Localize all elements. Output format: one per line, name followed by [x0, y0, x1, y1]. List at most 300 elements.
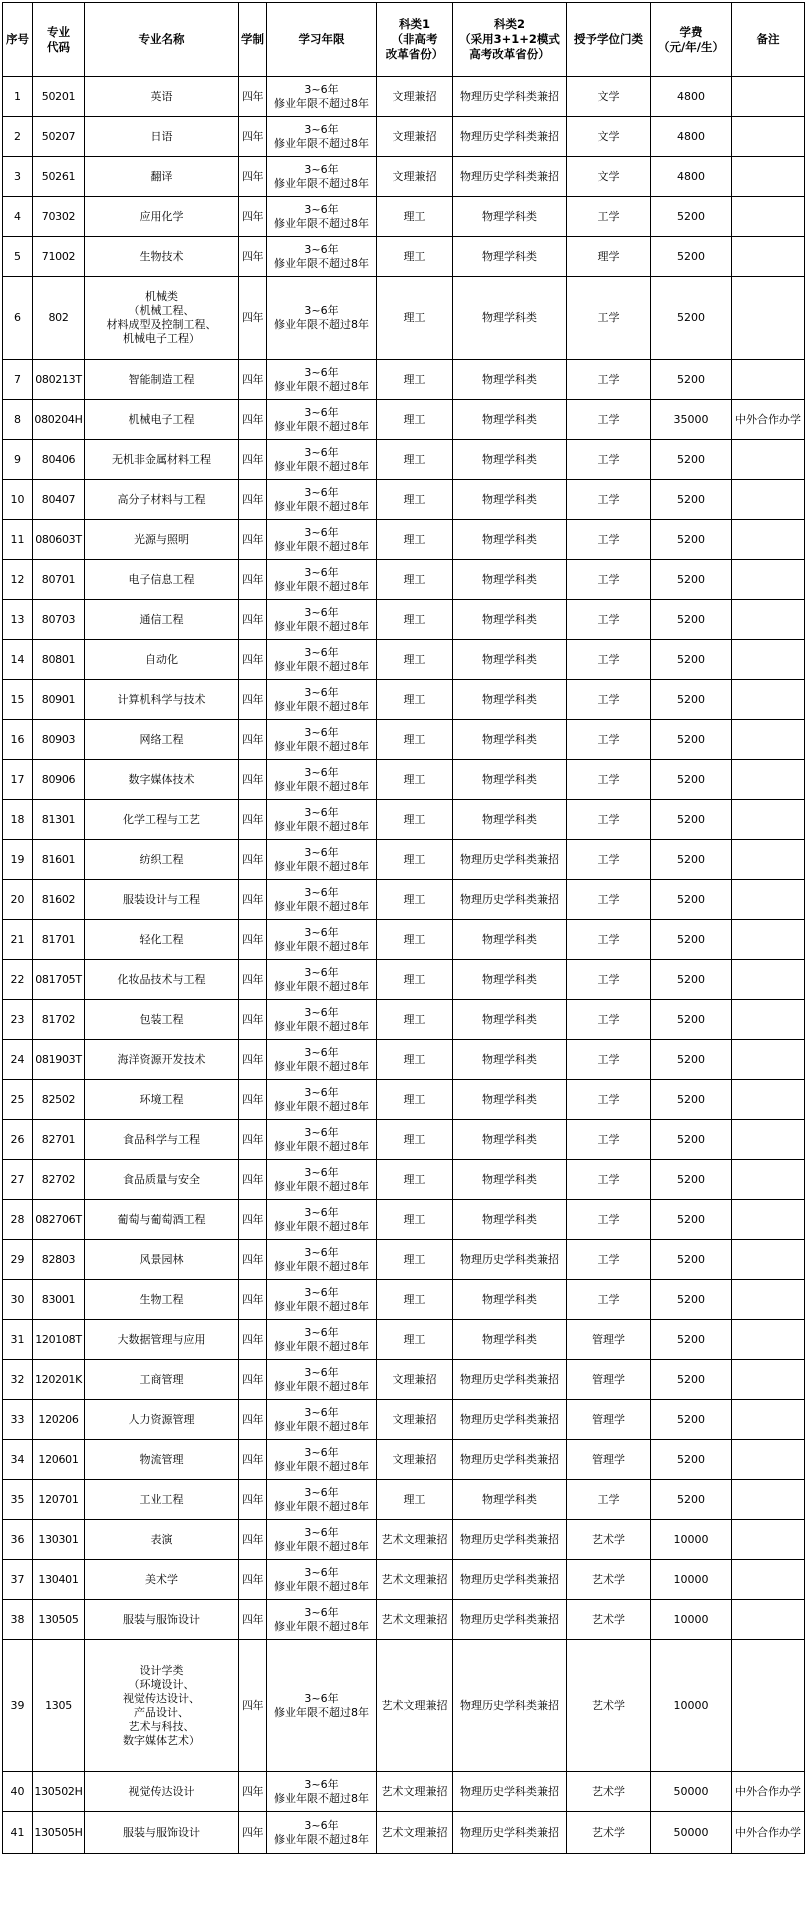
cell-duration: 3~6年 修业年限不超过8年 — [267, 117, 377, 157]
cell-system: 四年 — [239, 1360, 267, 1400]
cell-cat2: 物理学科类 — [453, 560, 567, 600]
cell-system: 四年 — [239, 1160, 267, 1200]
cell-name: 生物技术 — [85, 237, 239, 277]
cell-system: 四年 — [239, 1240, 267, 1280]
cell-duration: 3~6年 修业年限不超过8年 — [267, 157, 377, 197]
cell-degree: 工学 — [567, 1120, 651, 1160]
cell-fee: 5200 — [651, 360, 732, 400]
cell-fee: 10000 — [651, 1600, 732, 1640]
cell-seq: 25 — [3, 1080, 33, 1120]
cell-fee: 5200 — [651, 1280, 732, 1320]
cell-name: 自动化 — [85, 640, 239, 680]
cell-seq: 34 — [3, 1440, 33, 1480]
cell-name: 机械电子工程 — [85, 400, 239, 440]
cell-cat1: 理工 — [377, 1080, 453, 1120]
cell-duration: 3~6年 修业年限不超过8年 — [267, 1400, 377, 1440]
cell-degree: 工学 — [567, 1480, 651, 1520]
cell-degree: 艺术学 — [567, 1640, 651, 1772]
table-row — [3, 880, 805, 920]
cell-cat1: 理工 — [377, 1000, 453, 1040]
cell-degree: 工学 — [567, 880, 651, 920]
cell-seq: 22 — [3, 960, 33, 1000]
cell-note — [732, 360, 805, 400]
cell-note — [732, 1320, 805, 1360]
cell-cat2: 物理学科类 — [453, 640, 567, 680]
cell-note — [732, 1240, 805, 1280]
table-row — [3, 680, 805, 720]
cell-code: 120601 — [33, 1440, 85, 1480]
table-row — [3, 480, 805, 520]
cell-note — [732, 1520, 805, 1560]
cell-code: 82701 — [33, 1120, 85, 1160]
cell-fee: 5200 — [651, 600, 732, 640]
cell-fee: 5200 — [651, 237, 732, 277]
cell-cat2: 物理历史学科类兼招 — [453, 1360, 567, 1400]
cell-cat2: 物理历史学科类兼招 — [453, 77, 567, 117]
cell-system: 四年 — [239, 480, 267, 520]
cell-fee: 5200 — [651, 1480, 732, 1520]
cell-system: 四年 — [239, 840, 267, 880]
cell-system: 四年 — [239, 960, 267, 1000]
table-row — [3, 1520, 805, 1560]
table-row — [3, 440, 805, 480]
cell-degree: 工学 — [567, 680, 651, 720]
table-row — [3, 400, 805, 440]
table-row — [3, 640, 805, 680]
cell-cat2: 物理历史学科类兼招 — [453, 1560, 567, 1600]
cell-cat1: 理工 — [377, 1480, 453, 1520]
cell-fee: 5200 — [651, 760, 732, 800]
cell-fee: 5200 — [651, 640, 732, 680]
cell-code: 70302 — [33, 197, 85, 237]
cell-seq: 17 — [3, 760, 33, 800]
cell-code: 82702 — [33, 1160, 85, 1200]
cell-degree: 工学 — [567, 1280, 651, 1320]
cell-cat2: 物理学科类 — [453, 600, 567, 640]
cell-degree: 艺术学 — [567, 1772, 651, 1812]
cell-name: 日语 — [85, 117, 239, 157]
cell-name: 工业工程 — [85, 1480, 239, 1520]
cell-duration: 3~6年 修业年限不超过8年 — [267, 1200, 377, 1240]
cell-cat2: 物理学科类 — [453, 197, 567, 237]
cell-seq: 15 — [3, 680, 33, 720]
cell-note — [732, 760, 805, 800]
cell-degree: 工学 — [567, 920, 651, 960]
cell-system: 四年 — [239, 157, 267, 197]
cell-system: 四年 — [239, 77, 267, 117]
cell-seq: 1 — [3, 77, 33, 117]
cell-note — [732, 440, 805, 480]
cell-note — [732, 920, 805, 960]
cell-seq: 39 — [3, 1640, 33, 1772]
header-code: 专业 代码 — [33, 3, 85, 77]
cell-note — [732, 1040, 805, 1080]
cell-degree: 艺术学 — [567, 1520, 651, 1560]
cell-fee: 5200 — [651, 560, 732, 600]
cell-fee: 5200 — [651, 1240, 732, 1280]
cell-cat1: 理工 — [377, 400, 453, 440]
cell-fee: 5200 — [651, 197, 732, 237]
cell-system: 四年 — [239, 600, 267, 640]
cell-degree: 文学 — [567, 77, 651, 117]
cell-duration: 3~6年 修业年限不超过8年 — [267, 360, 377, 400]
cell-name: 轻化工程 — [85, 920, 239, 960]
cell-duration: 3~6年 修业年限不超过8年 — [267, 680, 377, 720]
cell-cat2: 物理学科类 — [453, 400, 567, 440]
cell-degree: 管理学 — [567, 1400, 651, 1440]
cell-duration: 3~6年 修业年限不超过8年 — [267, 1480, 377, 1520]
table-row — [3, 197, 805, 237]
cell-name: 服装设计与工程 — [85, 880, 239, 920]
cell-degree: 工学 — [567, 1040, 651, 1080]
table-row — [3, 960, 805, 1000]
table-row — [3, 1440, 805, 1480]
cell-degree: 理学 — [567, 237, 651, 277]
cell-note — [732, 1120, 805, 1160]
cell-code: 130301 — [33, 1520, 85, 1560]
cell-seq: 18 — [3, 800, 33, 840]
cell-system: 四年 — [239, 720, 267, 760]
table-row — [3, 237, 805, 277]
cell-name: 电子信息工程 — [85, 560, 239, 600]
cell-seq: 5 — [3, 237, 33, 277]
cell-name: 工商管理 — [85, 1360, 239, 1400]
cell-cat2: 物理学科类 — [453, 1320, 567, 1360]
cell-name: 网络工程 — [85, 720, 239, 760]
cell-seq: 3 — [3, 157, 33, 197]
table-row — [3, 720, 805, 760]
cell-note: 中外合作办学 — [732, 400, 805, 440]
cell-cat1: 理工 — [377, 1320, 453, 1360]
cell-cat1: 理工 — [377, 520, 453, 560]
cell-name: 海洋资源开发技术 — [85, 1040, 239, 1080]
cell-fee: 10000 — [651, 1520, 732, 1560]
header-cat2: 科类2 （采用3+1+2模式 高考改革省份） — [453, 3, 567, 77]
cell-note: 中外合作办学 — [732, 1772, 805, 1812]
cell-duration: 3~6年 修业年限不超过8年 — [267, 1440, 377, 1480]
cell-code: 81702 — [33, 1000, 85, 1040]
cell-duration: 3~6年 修业年限不超过8年 — [267, 1240, 377, 1280]
cell-seq: 23 — [3, 1000, 33, 1040]
cell-duration: 3~6年 修业年限不超过8年 — [267, 1520, 377, 1560]
cell-seq: 33 — [3, 1400, 33, 1440]
cell-code: 080213T — [33, 360, 85, 400]
cell-degree: 工学 — [567, 560, 651, 600]
cell-note — [732, 1560, 805, 1600]
cell-seq: 28 — [3, 1200, 33, 1240]
cell-duration: 3~6年 修业年限不超过8年 — [267, 1040, 377, 1080]
cell-cat1: 理工 — [377, 1280, 453, 1320]
cell-cat1: 理工 — [377, 1240, 453, 1280]
cell-note — [732, 1360, 805, 1400]
cell-fee: 5200 — [651, 680, 732, 720]
cell-degree: 工学 — [567, 960, 651, 1000]
cell-seq: 20 — [3, 880, 33, 920]
cell-fee: 10000 — [651, 1640, 732, 1772]
cell-cat2: 物理学科类 — [453, 1120, 567, 1160]
cell-system: 四年 — [239, 920, 267, 960]
cell-seq: 30 — [3, 1280, 33, 1320]
cell-seq: 4 — [3, 197, 33, 237]
cell-system: 四年 — [239, 360, 267, 400]
cell-name: 数字媒体技术 — [85, 760, 239, 800]
cell-duration: 3~6年 修业年限不超过8年 — [267, 760, 377, 800]
cell-cat1: 理工 — [377, 1040, 453, 1080]
cell-fee: 5200 — [651, 720, 732, 760]
cell-cat1: 理工 — [377, 720, 453, 760]
cell-code: 081903T — [33, 1040, 85, 1080]
cell-system: 四年 — [239, 1440, 267, 1480]
cell-system: 四年 — [239, 117, 267, 157]
cell-name: 大数据管理与应用 — [85, 1320, 239, 1360]
cell-system: 四年 — [239, 1080, 267, 1120]
cell-degree: 工学 — [567, 720, 651, 760]
cell-system: 四年 — [239, 1400, 267, 1440]
cell-note — [732, 197, 805, 237]
cell-degree: 艺术学 — [567, 1600, 651, 1640]
header-degree: 授予学位门类 — [567, 3, 651, 77]
table-row — [3, 1812, 805, 1854]
cell-name: 葡萄与葡萄酒工程 — [85, 1200, 239, 1240]
cell-system: 四年 — [239, 197, 267, 237]
cell-note — [732, 640, 805, 680]
cell-fee: 4800 — [651, 77, 732, 117]
cell-degree: 工学 — [567, 600, 651, 640]
cell-seq: 6 — [3, 277, 33, 360]
cell-code: 82502 — [33, 1080, 85, 1120]
cell-name: 智能制造工程 — [85, 360, 239, 400]
cell-degree: 工学 — [567, 520, 651, 560]
cell-cat2: 物理学科类 — [453, 920, 567, 960]
cell-duration: 3~6年 修业年限不超过8年 — [267, 1560, 377, 1600]
cell-duration: 3~6年 修业年限不超过8年 — [267, 440, 377, 480]
cell-name: 翻译 — [85, 157, 239, 197]
cell-code: 1305 — [33, 1640, 85, 1772]
cell-code: 120108T — [33, 1320, 85, 1360]
cell-cat2: 物理历史学科类兼招 — [453, 1520, 567, 1560]
cell-name: 计算机科学与技术 — [85, 680, 239, 720]
cell-seq: 26 — [3, 1120, 33, 1160]
cell-code: 802 — [33, 277, 85, 360]
cell-code: 80901 — [33, 680, 85, 720]
cell-degree: 文学 — [567, 117, 651, 157]
cell-duration: 3~6年 修业年限不超过8年 — [267, 520, 377, 560]
cell-fee: 5200 — [651, 520, 732, 560]
cell-fee: 50000 — [651, 1772, 732, 1812]
cell-seq: 40 — [3, 1772, 33, 1812]
cell-degree: 工学 — [567, 760, 651, 800]
cell-cat2: 物理学科类 — [453, 277, 567, 360]
cell-note — [732, 117, 805, 157]
cell-system: 四年 — [239, 1200, 267, 1240]
cell-duration: 3~6年 修业年限不超过8年 — [267, 277, 377, 360]
cell-system: 四年 — [239, 1812, 267, 1854]
cell-name: 应用化学 — [85, 197, 239, 237]
cell-cat2: 物理历史学科类兼招 — [453, 117, 567, 157]
cell-cat1: 理工 — [377, 760, 453, 800]
header-cat1: 科类1 （非高考 改革省份） — [377, 3, 453, 77]
cell-degree: 工学 — [567, 440, 651, 480]
cell-seq: 16 — [3, 720, 33, 760]
cell-cat2: 物理历史学科类兼招 — [453, 157, 567, 197]
cell-duration: 3~6年 修业年限不超过8年 — [267, 880, 377, 920]
cell-seq: 10 — [3, 480, 33, 520]
cell-system: 四年 — [239, 277, 267, 360]
cell-cat1: 艺术文理兼招 — [377, 1640, 453, 1772]
table-row — [3, 1772, 805, 1812]
table-row — [3, 920, 805, 960]
cell-duration: 3~6年 修业年限不超过8年 — [267, 1600, 377, 1640]
cell-cat1: 文理兼招 — [377, 77, 453, 117]
cell-cat2: 物理历史学科类兼招 — [453, 1440, 567, 1480]
table-row — [3, 1400, 805, 1440]
cell-note — [732, 1200, 805, 1240]
cell-duration: 3~6年 修业年限不超过8年 — [267, 1360, 377, 1400]
cell-seq: 37 — [3, 1560, 33, 1600]
table-row — [3, 1360, 805, 1400]
cell-system: 四年 — [239, 1320, 267, 1360]
cell-note — [732, 77, 805, 117]
cell-system: 四年 — [239, 1640, 267, 1772]
cell-seq: 9 — [3, 440, 33, 480]
cell-name: 英语 — [85, 77, 239, 117]
cell-name: 服装与服饰设计 — [85, 1600, 239, 1640]
table-row — [3, 1120, 805, 1160]
cell-cat2: 物理学科类 — [453, 520, 567, 560]
cell-fee: 4800 — [651, 117, 732, 157]
cell-cat2: 物理学科类 — [453, 680, 567, 720]
table-row — [3, 1640, 805, 1772]
cell-cat2: 物理学科类 — [453, 1480, 567, 1520]
cell-cat2: 物理历史学科类兼招 — [453, 1240, 567, 1280]
cell-code: 50261 — [33, 157, 85, 197]
cell-fee: 10000 — [651, 1560, 732, 1600]
cell-note — [732, 1160, 805, 1200]
cell-degree: 工学 — [567, 1080, 651, 1120]
cell-degree: 工学 — [567, 800, 651, 840]
cell-code: 80407 — [33, 480, 85, 520]
cell-system: 四年 — [239, 800, 267, 840]
cell-note — [732, 600, 805, 640]
cell-code: 50207 — [33, 117, 85, 157]
cell-fee: 5200 — [651, 800, 732, 840]
cell-code: 50201 — [33, 77, 85, 117]
cell-degree: 工学 — [567, 1240, 651, 1280]
cell-cat2: 物理学科类 — [453, 1080, 567, 1120]
cell-note — [732, 1600, 805, 1640]
cell-degree: 工学 — [567, 840, 651, 880]
cell-code: 80906 — [33, 760, 85, 800]
cell-duration: 3~6年 修业年限不超过8年 — [267, 400, 377, 440]
cell-cat2: 物理历史学科类兼招 — [453, 1400, 567, 1440]
cell-cat1: 理工 — [377, 960, 453, 1000]
cell-system: 四年 — [239, 1040, 267, 1080]
table-row — [3, 1280, 805, 1320]
cell-system: 四年 — [239, 1520, 267, 1560]
cell-system: 四年 — [239, 560, 267, 600]
cell-cat1: 艺术文理兼招 — [377, 1600, 453, 1640]
cell-note — [732, 960, 805, 1000]
cell-name: 包装工程 — [85, 1000, 239, 1040]
cell-name: 化学工程与工艺 — [85, 800, 239, 840]
cell-system: 四年 — [239, 880, 267, 920]
cell-cat1: 艺术文理兼招 — [377, 1812, 453, 1854]
cell-cat2: 物理历史学科类兼招 — [453, 1772, 567, 1812]
table-row — [3, 1080, 805, 1120]
cell-fee: 5200 — [651, 1120, 732, 1160]
cell-note — [732, 1400, 805, 1440]
cell-cat1: 理工 — [377, 800, 453, 840]
cell-duration: 3~6年 修业年限不超过8年 — [267, 1812, 377, 1854]
cell-cat1: 理工 — [377, 360, 453, 400]
cell-code: 82803 — [33, 1240, 85, 1280]
cell-fee: 5200 — [651, 1160, 732, 1200]
cell-duration: 3~6年 修业年限不超过8年 — [267, 237, 377, 277]
cell-duration: 3~6年 修业年限不超过8年 — [267, 920, 377, 960]
cell-duration: 3~6年 修业年限不超过8年 — [267, 600, 377, 640]
cell-cat1: 理工 — [377, 197, 453, 237]
header-seq: 序号 — [3, 3, 33, 77]
cell-code: 81301 — [33, 800, 85, 840]
cell-duration: 3~6年 修业年限不超过8年 — [267, 77, 377, 117]
cell-duration: 3~6年 修业年限不超过8年 — [267, 1120, 377, 1160]
cell-cat1: 理工 — [377, 277, 453, 360]
cell-cat2: 物理学科类 — [453, 1280, 567, 1320]
cell-system: 四年 — [239, 760, 267, 800]
cell-name: 美术学 — [85, 1560, 239, 1600]
table-row — [3, 560, 805, 600]
cell-note — [732, 560, 805, 600]
cell-cat1: 理工 — [377, 840, 453, 880]
cell-note — [732, 1640, 805, 1772]
table-row — [3, 1320, 805, 1360]
table-row — [3, 77, 805, 117]
cell-code: 120701 — [33, 1480, 85, 1520]
table-row — [3, 1040, 805, 1080]
cell-code: 120206 — [33, 1400, 85, 1440]
cell-code: 130505H — [33, 1812, 85, 1854]
cell-name: 光源与照明 — [85, 520, 239, 560]
cell-fee: 5200 — [651, 880, 732, 920]
cell-cat1: 理工 — [377, 920, 453, 960]
cell-cat1: 艺术文理兼招 — [377, 1520, 453, 1560]
cell-code: 83001 — [33, 1280, 85, 1320]
cell-fee: 5200 — [651, 840, 732, 880]
table-body — [3, 77, 805, 1854]
cell-code: 71002 — [33, 237, 85, 277]
cell-note — [732, 1000, 805, 1040]
cell-seq: 21 — [3, 920, 33, 960]
cell-cat1: 理工 — [377, 680, 453, 720]
header-name: 专业名称 — [85, 3, 239, 77]
cell-duration: 3~6年 修业年限不超过8年 — [267, 197, 377, 237]
cell-cat1: 理工 — [377, 1160, 453, 1200]
cell-fee: 5200 — [651, 960, 732, 1000]
cell-note — [732, 1440, 805, 1480]
cell-seq: 32 — [3, 1360, 33, 1400]
cell-code: 081705T — [33, 960, 85, 1000]
cell-cat2: 物理学科类 — [453, 237, 567, 277]
cell-cat2: 物理历史学科类兼招 — [453, 840, 567, 880]
cell-code: 80703 — [33, 600, 85, 640]
cell-cat1: 理工 — [377, 480, 453, 520]
cell-degree: 工学 — [567, 1000, 651, 1040]
cell-duration: 3~6年 修业年限不超过8年 — [267, 640, 377, 680]
table-row — [3, 117, 805, 157]
cell-code: 81701 — [33, 920, 85, 960]
cell-code: 81601 — [33, 840, 85, 880]
cell-degree: 工学 — [567, 1200, 651, 1240]
